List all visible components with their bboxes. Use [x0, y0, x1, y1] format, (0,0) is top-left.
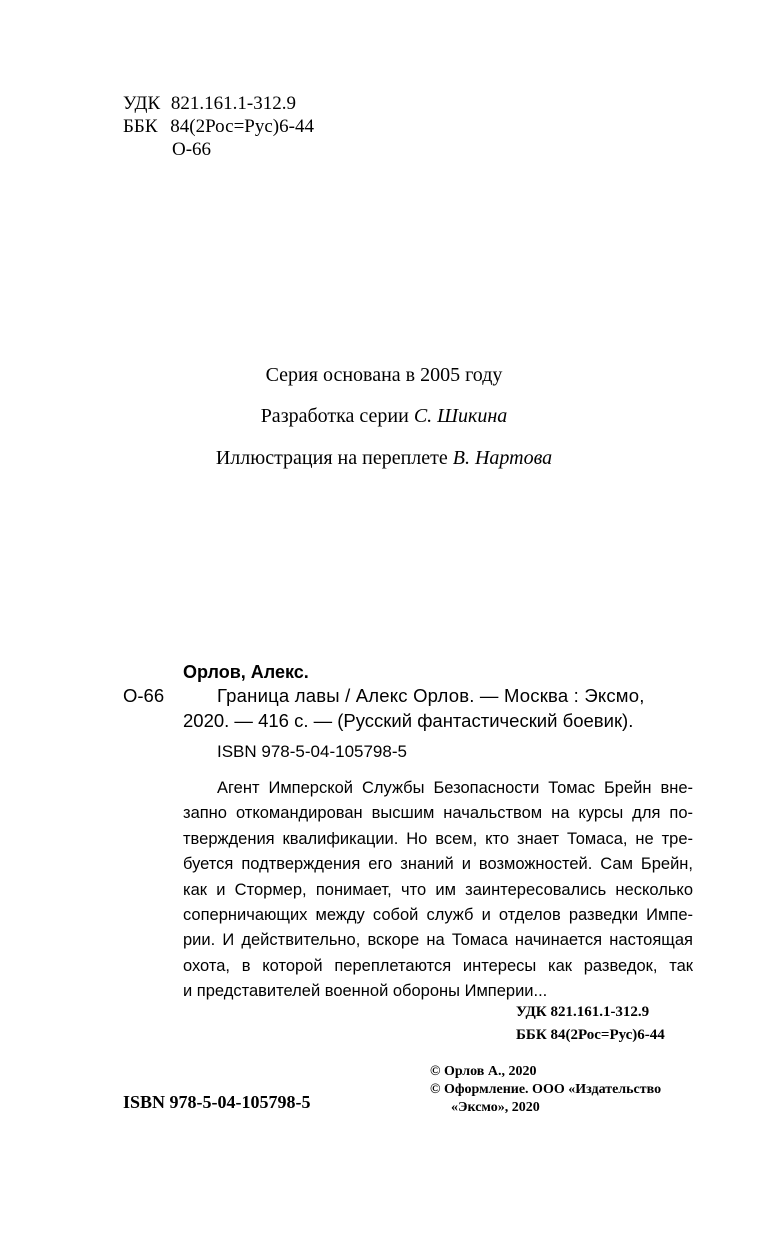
- author-mark-top: О-66: [172, 139, 212, 160]
- copyright-design: © Оформление. ООО «Издательство: [430, 1082, 662, 1097]
- bib-mark: О-66: [123, 685, 165, 706]
- bbk-value: 84(2Рос=Рус)6-44: [170, 116, 314, 137]
- isbn-bottom: ISBN 978-5-04-105798-5: [123, 1092, 311, 1112]
- copyright-publisher: «Эксмо», 2020: [451, 1100, 540, 1115]
- copyright-author: © Орлов А., 2020: [430, 1064, 537, 1079]
- series-illustration: [0, 447, 768, 470]
- series-design-label: Разработка серии: [260, 405, 409, 427]
- bib-isbn: ISBN 978-5-04-105798-5: [217, 742, 407, 761]
- bbk-bottom: ББК 84(2Рос=Рус)6-44: [516, 1027, 665, 1043]
- series-founded: Серия основана в 2005 году: [265, 364, 503, 386]
- bib-title-line1: Граница лавы / Алекс Орлов. — Москва : Эксмо,: [217, 685, 645, 706]
- annotation-line: соперничающих между собой служб и отделов разведки Импе-: [183, 906, 693, 925]
- annotation-line: Агент Имперской Службы Безопасности Томас Брейн вне-: [217, 779, 693, 797]
- annotation-line: рии. И действительно, вскоре на Томаса начинается настоящая: [183, 931, 693, 950]
- annotation-line: тверждения квалификации. Но всем, кто знает Томаса, не тре-: [183, 829, 693, 848]
- udk-value: 821.161.1-312.9: [170, 93, 296, 114]
- series-illustration-label: Иллюстрация на переплете: [215, 447, 448, 469]
- annotation-line: и представителей военной обороны Империи...: [183, 982, 548, 1001]
- udk-line: [123, 92, 296, 115]
- series-design: [0, 405, 768, 428]
- series-illustration-name: В. Нартова: [452, 447, 553, 469]
- bbk-label: ББК: [123, 116, 158, 137]
- annotation-line: как и Стормер, понимает, что им заинтересовались несколько: [183, 880, 693, 899]
- bib-author: Орлов, Алекс.: [183, 662, 309, 682]
- annotation: [183, 776, 693, 1005]
- annotation-line: охота, в которой переплетаются интересы как разведок, так: [183, 956, 693, 975]
- bib-title-line2: 2020. — 416 с. — (Русский фантастический боевик).: [183, 710, 634, 731]
- udk-bottom: УДК 821.161.1-312.9: [516, 1004, 650, 1020]
- bbk-line: [123, 115, 314, 138]
- udk-label: УДК: [123, 93, 161, 114]
- annotation-line: запно откомандирован высшим начальством на курсы для по-: [183, 804, 693, 823]
- annotation-line: буется подтверждения его знаний и возможностей. Сам Брейн,: [183, 855, 693, 874]
- series-design-name: С. Шикина: [413, 405, 508, 427]
